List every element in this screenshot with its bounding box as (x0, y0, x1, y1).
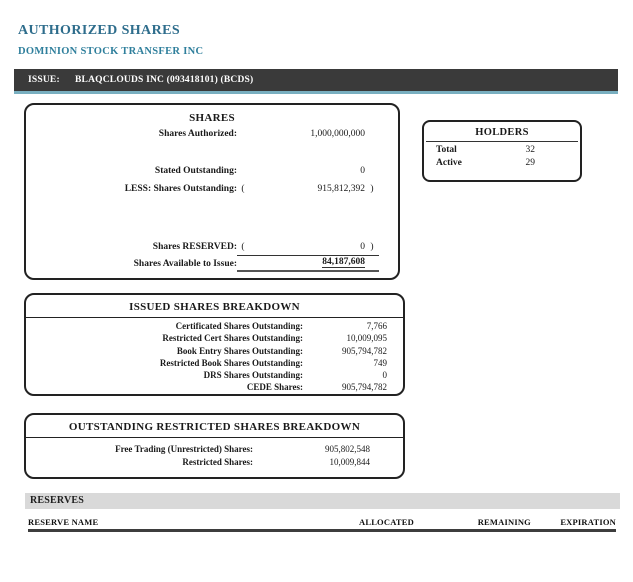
issued-breakdown-title: ISSUED SHARES BREAKDOWN (26, 301, 403, 318)
reserves-col-expiration: EXPIRATION (560, 517, 616, 527)
table-row (26, 456, 403, 469)
shares-reserved-value: 0 (360, 242, 365, 252)
shares-authorized-value: 1,000,000,000 (310, 129, 365, 139)
holders-box (422, 120, 582, 182)
row-label: CEDE Shares: (246, 382, 303, 393)
shares-box-title: SHARES (189, 112, 235, 124)
issue-label: ISSUE: (28, 75, 60, 85)
outstanding-restricted-breakdown-box (24, 413, 405, 479)
shares-reserved-label: Shares RESERVED: (152, 242, 237, 252)
shares-available-value: 84,187,608 (322, 257, 365, 267)
outstanding-breakdown-title: OUTSTANDING RESTRICTED SHARES BREAKDOWN (26, 421, 403, 438)
reserves-header-rule (28, 529, 616, 532)
holders-total-value: 32 (525, 145, 535, 155)
row-label: DRS Shares Outstanding: (203, 370, 303, 381)
less-shares-outstanding-value: 915,812,392 (317, 184, 365, 194)
close-paren: ) (370, 184, 374, 194)
row-label: Restricted Shares: (182, 456, 253, 467)
row-value: 905,794,782 (342, 345, 387, 356)
table-row (26, 345, 403, 357)
holders-total-row (424, 142, 580, 155)
row-value: 10,009,844 (329, 456, 370, 467)
issued-shares-breakdown-box (24, 293, 405, 396)
row-value: 7,766 (366, 321, 387, 331)
table-row (26, 443, 403, 456)
reserves-section-header: RESERVES (25, 493, 620, 509)
issued-breakdown-rows (26, 320, 403, 394)
open-paren: ( (241, 242, 245, 252)
open-paren: ( (241, 184, 245, 194)
reserves-table-header (28, 517, 616, 527)
table-row (26, 369, 403, 381)
holders-box-title: HOLDERS (426, 127, 578, 142)
shares-authorized-row (26, 129, 398, 140)
table-row (26, 320, 403, 332)
shares-available-label: Shares Available to Issue: (133, 259, 237, 269)
row-value: 10,009,095 (346, 333, 387, 344)
holders-active-label: Active (436, 158, 462, 168)
row-label: Free Trading (Unrestricted) Shares: (115, 444, 253, 454)
shares-box (24, 103, 400, 280)
holders-active-value: 29 (525, 158, 535, 168)
holders-total-label: Total (436, 145, 457, 155)
close-paren: ) (370, 242, 374, 252)
issue-bar (14, 69, 618, 94)
company-subtitle: DOMINION STOCK TRANSFER INC (18, 46, 204, 57)
less-shares-outstanding-label: LESS: Shares Outstanding: (124, 184, 237, 194)
row-label: Restricted Cert Shares Outstanding: (162, 333, 303, 344)
issue-value: BLAQCLOUDS INC (093418101) (BCDS) (75, 75, 254, 85)
row-value: 905,794,782 (342, 382, 387, 393)
shares-authorized-label: Shares Authorized: (158, 129, 237, 139)
reserves-col-allocated: ALLOCATED (358, 517, 414, 527)
stated-outstanding-label: Stated Outstanding: (154, 166, 237, 176)
table-row (26, 332, 403, 344)
row-value: 0 (382, 370, 387, 381)
row-label: Book Entry Shares Outstanding: (176, 345, 303, 356)
table-row (26, 381, 403, 393)
row-label: Restricted Book Shares Outstanding: (159, 357, 303, 368)
outstanding-breakdown-rows (26, 443, 403, 468)
stated-outstanding-value: 0 (360, 166, 365, 176)
shares-reserved-row (26, 242, 398, 253)
page-title: AUTHORIZED SHARES (18, 23, 181, 38)
row-value: 749 (373, 357, 387, 368)
table-row (26, 357, 403, 369)
reserves-col-name: RESERVE NAME (28, 517, 99, 527)
shares-available-total-cell (237, 255, 379, 272)
holders-active-row (424, 155, 580, 168)
row-value: 905,802,548 (325, 444, 370, 454)
stated-outstanding-row (26, 166, 398, 177)
shares-available-row (26, 255, 398, 272)
reserves-col-remaining: REMAINING (477, 517, 531, 527)
row-label: Certificated Shares Outstanding: (175, 321, 303, 331)
less-shares-outstanding-row (26, 184, 398, 195)
